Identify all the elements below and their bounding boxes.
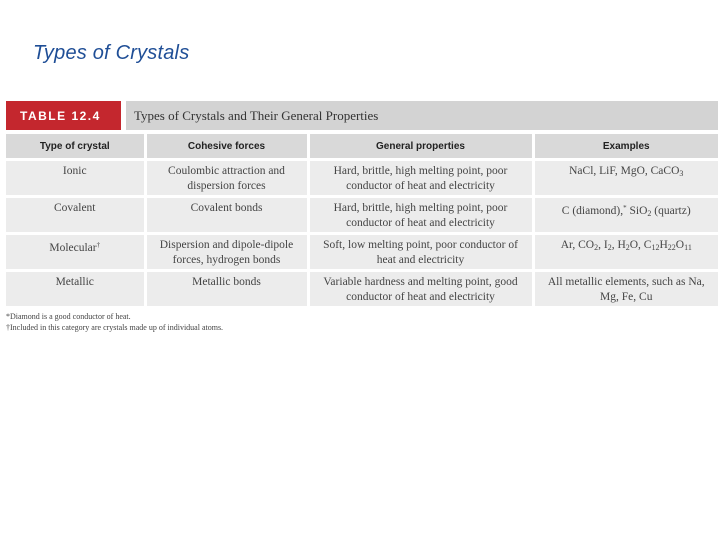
header-cohesive-forces: Cohesive forces <box>145 134 308 160</box>
cell-properties: Variable hardness and melting point, good conductor of heat and electricity <box>308 271 533 307</box>
table-footnotes <box>6 311 718 333</box>
table-row <box>6 271 718 307</box>
cell-type: Covalent <box>6 197 145 234</box>
table-header-bar <box>6 101 718 130</box>
cell-properties: Hard, brittle, high melting point, poor conductor of heat and electricity <box>308 160 533 197</box>
cell-type: Ionic <box>6 160 145 197</box>
crystal-table <box>6 134 718 306</box>
table-row <box>6 160 718 197</box>
cell-examples: Ar, $CO_2$, $I_2$, $H_2O$, $C_{12}H_{22}O_{11}$ <box>533 234 718 271</box>
table-header-row <box>6 134 718 160</box>
header-type-of-crystal: Type of crystal <box>6 134 145 160</box>
cell-type: Metallic <box>6 271 145 307</box>
cell-forces: Dispersion and dipole-dipole forces, hydrogen bonds <box>145 234 308 271</box>
properties-table <box>6 101 718 333</box>
cell-forces: Metallic bonds <box>145 271 308 307</box>
cell-properties: Hard, brittle, high melting point, poor conductor of heat and electricity <box>308 197 533 234</box>
cell-properties: Soft, low melting point, poor conductor of heat and electricity <box>308 234 533 271</box>
footnote-diamond: *Diamond is a good conductor of heat. <box>6 312 131 321</box>
table-row <box>6 234 718 271</box>
cell-forces: Covalent bonds <box>145 197 308 234</box>
cell-examples: All metallic elements, such as Na, Mg, Fe, Cu <box>533 271 718 307</box>
cell-type: Molecular† <box>6 234 145 271</box>
footnote-molecular: †Included in this category are crystals made up of individual atoms. <box>6 323 224 332</box>
cell-examples: NaCl, LiF, MgO, CaCO$_3$ <box>533 160 718 197</box>
header-examples: Examples <box>533 134 718 160</box>
table-row <box>6 197 718 234</box>
header-general-properties: General properties <box>308 134 533 160</box>
slide-title: Types of Crystals <box>33 42 190 64</box>
cell-forces: Coulombic attraction and dispersion forces <box>145 160 308 197</box>
cell-examples: C (diamond),* SiO$_2$ (quartz) <box>533 197 718 234</box>
table-label: TABLE 12.4 <box>6 101 121 130</box>
table-caption: Types of Crystals and Their General Properties <box>134 107 379 123</box>
